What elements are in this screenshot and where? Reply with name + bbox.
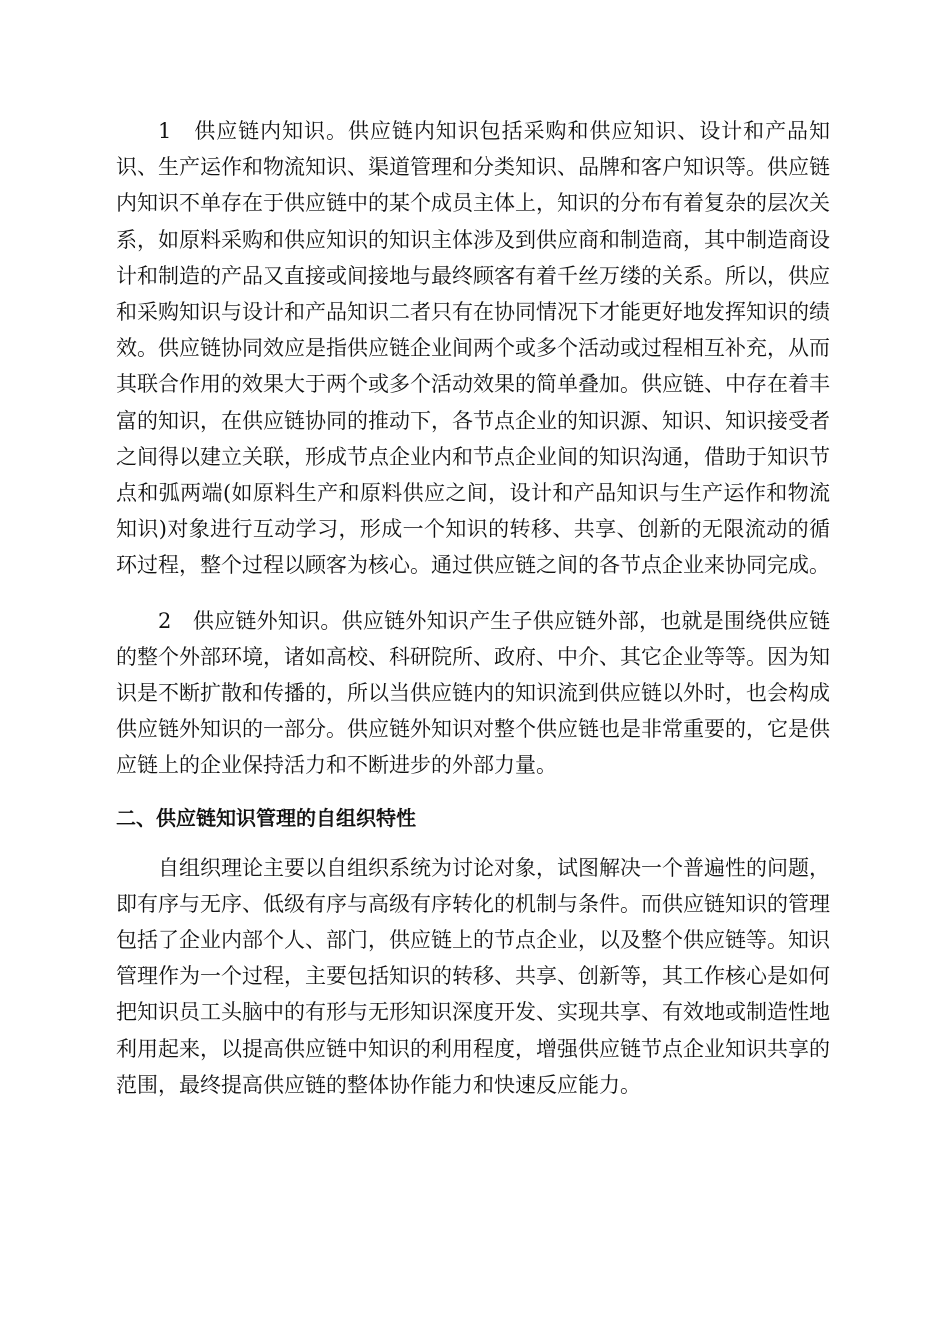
document-body bbox=[116, 113, 830, 1103]
paragraph-internal-knowledge: 1 供应链内知识。供应链内知识包括采购和供应知识、设计和产品知识、生产运作和物流知识、渠道管理和分类知识、品牌和客户知识等。供应链内知识不单存在于供应链中的某个成员主体上，知识的分布有着复杂的层次关系，如原料采购和供应知识的知识主体涉及到供应商和制造商，其中制造商设计和制造的产品又直接或间接地与最终顾客有着千丝万缕的关系。所以，供应和采购知识与设计和产品知识二者只有在协同情况下才能更好地发挥知识的绩效。供应链协同效应是指供应链企业间两个或多个活动或过程相互补充，从而其联合作用的效果大于两个或多个活动效果的简单叠加。供应链、中存在着丰富的知识，在供应链协同的推动下，各节点企业的知识源、知识、知识接受者之间得以建立关联，形成节点企业内和节点企业间的知识沟通，借助于知识节点和弧两端(如原料生产和原料供应之间，设计和产品知识与生产运作和物流知识)对象进行互动学习，形成一个知识的转移、共享、创新的无限流动的循环过程，整个过程以顾客为核心。通过供应链之间的各节点企业来协同完成。 bbox=[116, 119, 830, 578]
paragraph-self-organization: 自组织理论主要以自组织系统为讨论对象，试图解决一个普遍性的问题，即有序与无序、低级有序与高级有序转化的机制与条件。而供应链知识的管理包括了企业内部个人、部门，供应链上的节点企业，以及整个供应链等。知识管理作为一个过程，主要包括知识的转移、共享、创新等，其工作核心是如何把知识员工头脑中的有形与无形知识深度开发、实现共享、有效地或制造性地利用起来，以提高供应链中知识的利用程度，增强供应链节点企业知识共享的范围，最终提高供应链的整体协作能力和快速反应能力。 bbox=[116, 855, 830, 1097]
section-heading: 二、供应链知识管理的自组织特性 bbox=[116, 805, 416, 830]
paragraph-external-knowledge: 2 供应链外知识。供应链外知识产生子供应链外部，也就是围绕供应链的整个外部环境，诸如高校、科研院所、政府、中介、其它企业等等。因为知识是不断扩散和传播的，所以当供应链内的知识流到供应链以外时，也会构成供应链外知识的一部分。供应链外知识对整个供应链也是非常重要的，它是供应链上的企业保持活力和不断进步的外部力量。 bbox=[116, 608, 830, 778]
